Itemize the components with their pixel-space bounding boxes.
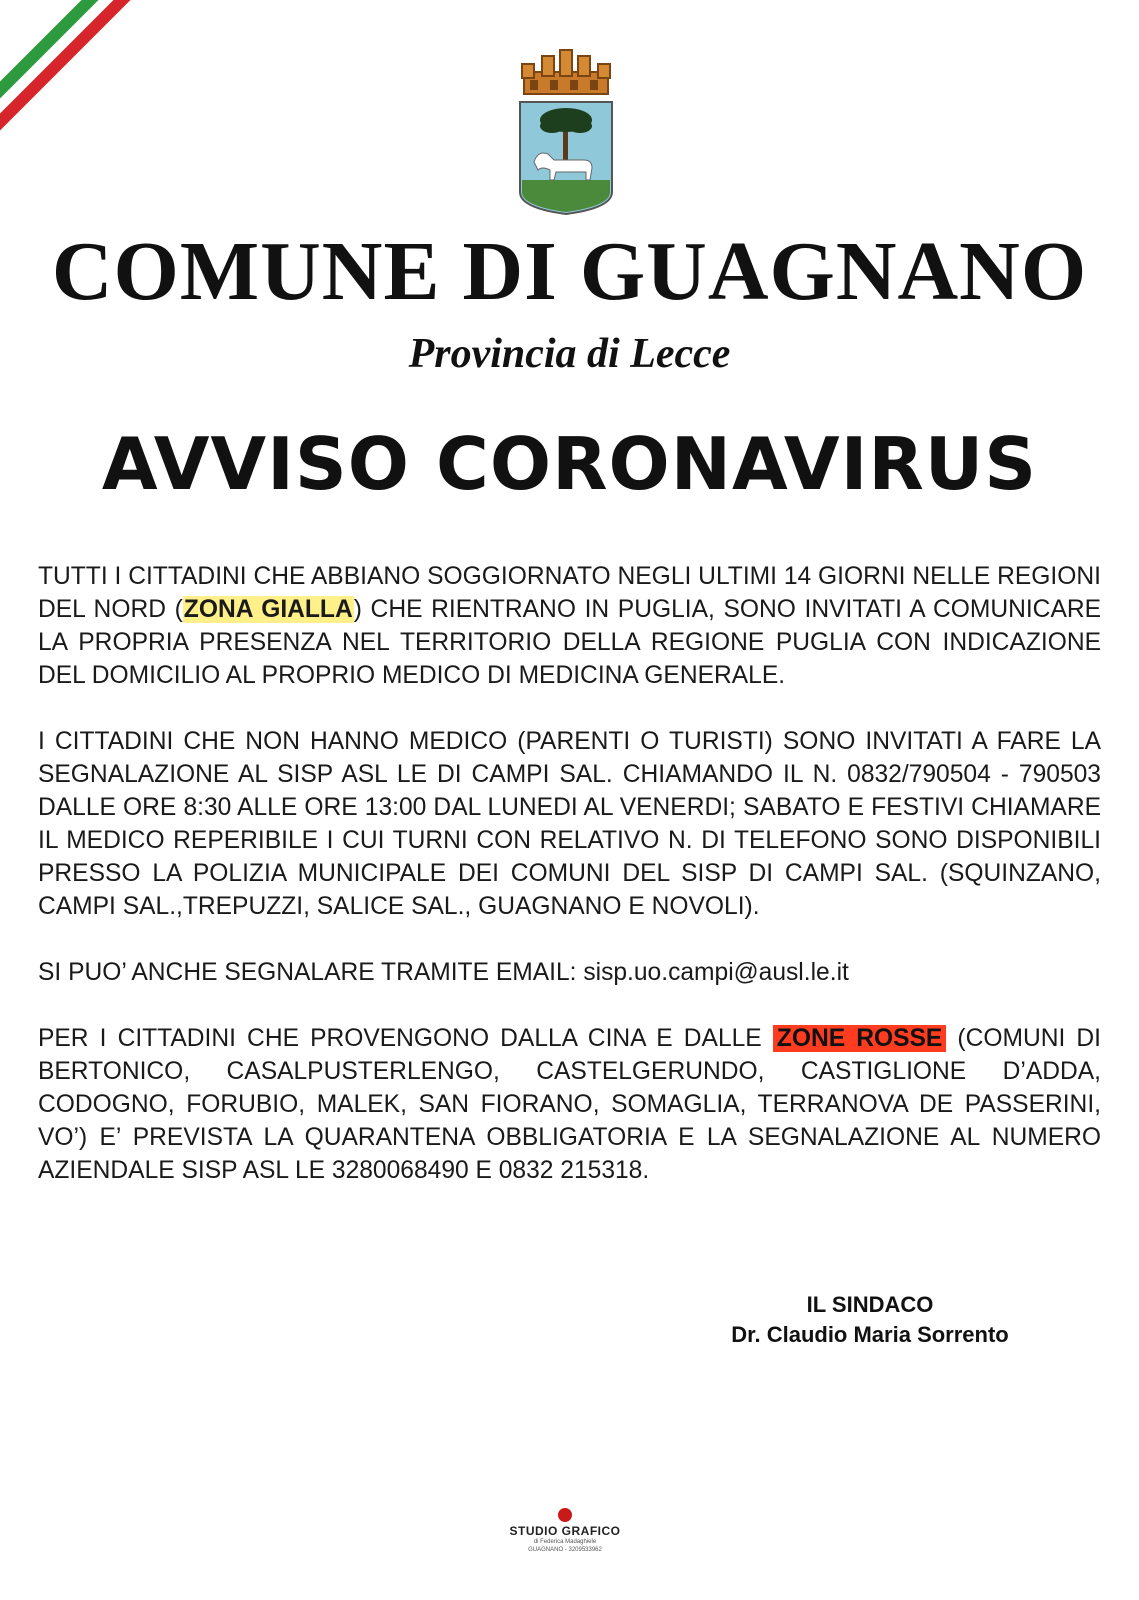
italian-flag-corner — [0, 0, 160, 160]
paragraph-text: (COMUNI DI BERTONICO, CASALPUSTERLENGO, CASTELGERUNDO, CASTIGLIONE D’ADDA, CODOGNO, FORUBIO, MALEK, SAN FIORANO, SOMAGLIA, TERRANOVA DE PASSERINI, VO’) E’ PREVISTA LA QUARANTENA OBBLIGATORIA E LA SEGNALAZIONE AL NUMERO AZIENDALE SISP ASL LE 3280068490 E 0832 215318. — [38, 1025, 1101, 1184]
paragraph-no-doctor: I CITTADINI CHE NON HANNO MEDICO (PARENTI O TURISTI) SONO INVITATI A FARE LA SEGNALAZIONE AL SISP ASL LE DI CAMPI SAL. CHIAMANDO IL N. 0832/790504 - 790503 DALLE ORE 8:30 ALLE ORE 13:00 DAL LUNEDI AL VENERDI; SABATO E FESTIVI CHIAMARE IL MEDICO REPERIBILE I CUI TURNI CON RELATIVO N. DI TELEFONO SONO DISPONIBILI PRESSO LA POLIZIA MUNICIPALE DEI COMUNI DEL SISP DI CAMPI SAL. (SQUINZANO, CAMPI SAL.,TREPUZZI, SALICE SAL., GUAGNANO E NOVOLI). — [38, 728, 1101, 920]
signature-block — [690, 1290, 1050, 1350]
paragraph-text: TUTTI I CITTADINI CHE ABBIANO SOGGIORNATO NEGLI ULTIMI 14 GIORNI NELLE REGIONI DEL NORD ( — [38, 563, 1101, 623]
province-subtitle: Provincia di Lecce — [408, 331, 731, 377]
municipal-crest-icon — [516, 42, 616, 218]
studio-phone: GUAGNANO - 3209533962 — [528, 1547, 602, 1553]
paragraph-text: PER I CITTADINI CHE PROVENGONO DALLA CINA E DALLE — [38, 1025, 773, 1052]
paragraph-text: ) CHE RIENTRANO IN PUGLIA, SONO INVITATI A COMUNICARE LA PROPRIA PRESENZA NEL TERRITORIO DELLA REGIONE PUGLIA CON INDICAZIONE DEL DOMICILIO AL PROPRIO MEDICO DI MEDICINA GENERALE. — [38, 596, 1102, 689]
email-address[interactable]: sisp.uo.campi@ausl.le.it — [583, 959, 849, 986]
notice-title: AVVISO CORONAVIRUS — [101, 422, 1038, 506]
yellow-zone-highlight: ZONA GIALLA — [183, 596, 353, 623]
paragraph-email — [38, 956, 1101, 989]
studio-logo — [490, 1508, 640, 1554]
town-title: COMUNE DI GUAGNANO — [51, 225, 1088, 318]
studio-name: STUDIO GRAFICO — [509, 1524, 621, 1538]
mayor-role: IL SINDACO — [806, 1292, 934, 1317]
studio-subline: di Federica Madaghiele — [533, 1539, 597, 1545]
notice-body — [38, 560, 1101, 1220]
paragraph-north-regions — [38, 560, 1101, 692]
paragraph-red-zones — [38, 1022, 1101, 1187]
mayor-name: Dr. Claudio Maria Sorrento — [731, 1322, 1009, 1347]
red-zone-highlight: ZONE ROSSE — [773, 1025, 947, 1052]
email-label: SI PUO’ ANCHE SEGNALARE TRAMITE EMAIL: — [38, 959, 577, 986]
studio-logo-icon — [558, 1508, 572, 1522]
